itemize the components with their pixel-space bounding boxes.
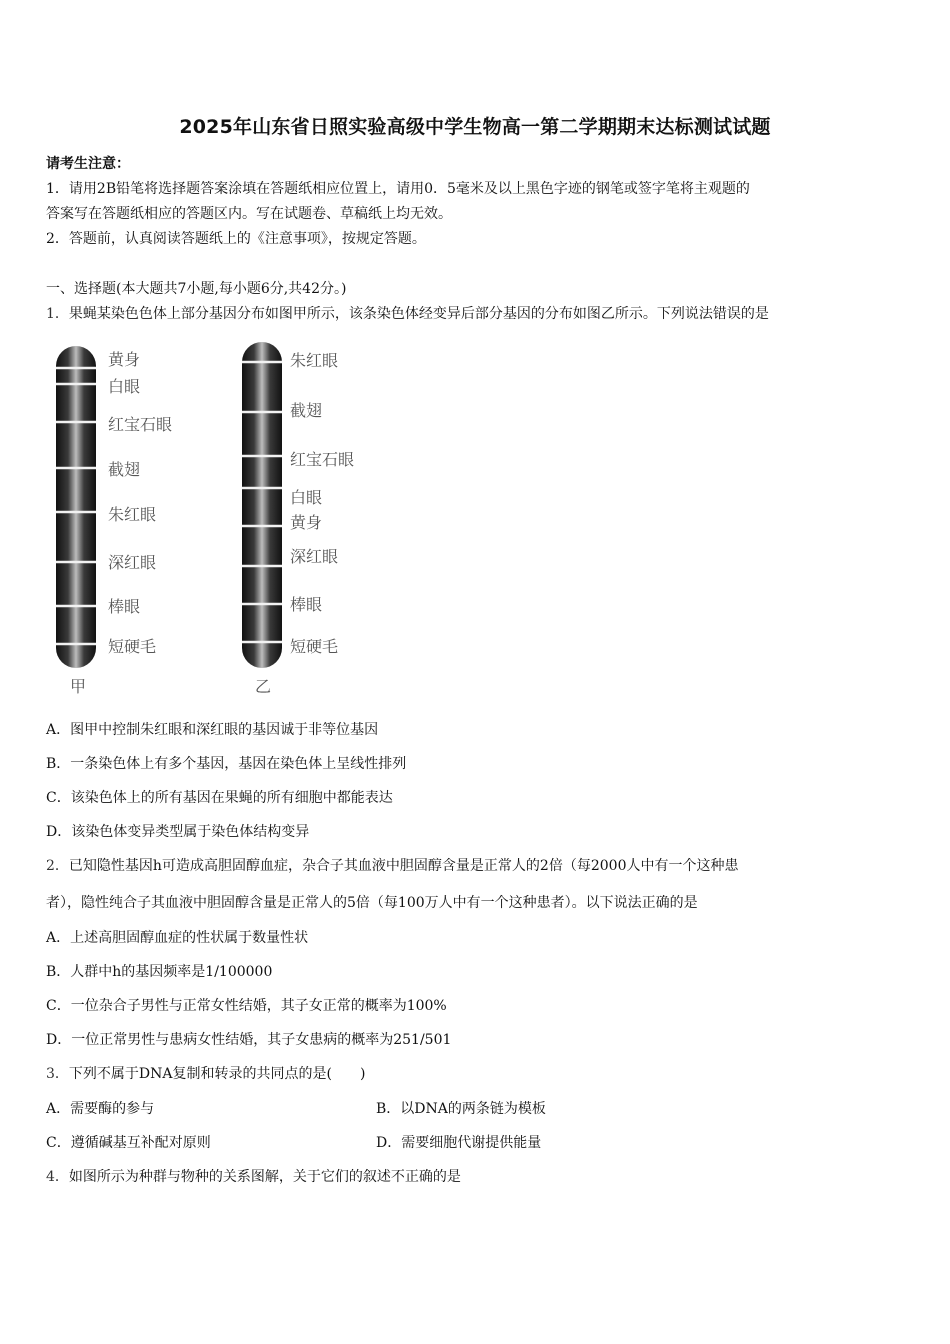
jia-gene-label: 红宝石眼 <box>108 415 173 434</box>
chromosome-jia <box>56 346 172 696</box>
yi-gene-label: 红宝石眼 <box>290 450 355 469</box>
yi-gene-label: 白眼 <box>290 488 323 507</box>
chromosome-jia-body <box>56 346 96 668</box>
jia-gene-label: 白眼 <box>108 377 141 396</box>
question-1-option-a: A．图甲中控制朱红眼和深红眼的基因诚于非等位基因 <box>46 722 379 738</box>
yi-gene-label: 深红眼 <box>290 547 339 566</box>
yi-gene-label: 截翅 <box>290 401 323 420</box>
page-title: 2025年山东省日照实验高级中学生物高一第二学期期末达标测试试题 <box>179 116 771 138</box>
yi-gene-label: 朱红眼 <box>290 351 339 370</box>
question-3-stem <box>46 1063 365 1083</box>
question-3-text: 下列不属于DNA复制和转录的共同点的是( ) <box>68 1066 366 1082</box>
jia-gene-label: 深红眼 <box>108 553 157 572</box>
question-2-number: 2． <box>46 858 69 874</box>
section-heading: 一、选择题(本大题共7小题,每小题6分,共42分。) <box>46 281 347 297</box>
notice-item-1-line-1: 1．请用2B铅笔将选择题答案涂填在答题纸相应位置上，请用0．5毫米及以上黑色字迹的钢笔或签字笔将主观题的 <box>46 181 750 197</box>
question-3-option-a: A．需要酶的参与 <box>46 1101 155 1117</box>
chromosome-figure <box>50 340 380 700</box>
question-2-option-a: A．上述高胆固醇血症的性状属于数量性状 <box>46 930 309 946</box>
question-1-option-c: C．该染色体上的所有基因在果蝇的所有细胞中都能表达 <box>46 790 393 806</box>
question-2-option-c: C．一位杂合子男性与正常女性结婚，其子女正常的概率为100% <box>46 998 447 1014</box>
question-3-option-d: D．需要细胞代谢提供能量 <box>376 1135 542 1151</box>
question-1-option-b: B．一条染色体上有多个基因，基因在染色体上呈线性排列 <box>46 756 407 772</box>
question-1-number: 1． <box>46 306 69 322</box>
question-4-stem <box>46 1166 461 1186</box>
chromosome-yi <box>242 342 354 696</box>
question-2-option-d: D．一位正常男性与患病女性结婚，其子女患病的概率为251/501 <box>46 1032 452 1048</box>
jia-gene-label: 短硬毛 <box>108 637 157 656</box>
yi-gene-label: 短硬毛 <box>290 637 339 656</box>
question-2-stem-line-1 <box>46 855 738 875</box>
question-3-option-c: C．遵循碱基互补配对原则 <box>46 1135 211 1151</box>
jia-label: 甲 <box>70 677 87 696</box>
question-4-text: 如图所示为种群与物种的关系图解，关于它们的叙述不正确的是 <box>68 1169 461 1185</box>
question-2-stem-line-2: 者），隐性纯合子其血液中胆固醇含量是正常人的5倍（每100万人中有一个这种患者）。以下说法正确的是 <box>46 895 698 911</box>
question-1-option-d: D．该染色体变异类型属于染色体结构变异 <box>46 824 310 840</box>
question-2-text-1: 已知隐性基因h可造成高胆固醇血症，杂合子其血液中胆固醇含量是正常人的2倍（每2000人中有一个这种患 <box>68 858 739 874</box>
question-3-option-b: B．以DNA的两条链为模板 <box>376 1101 546 1117</box>
notice-item-2: 2．答题前，认真阅读答题纸上的《注意事项》，按规定答题。 <box>46 231 426 247</box>
yi-gene-label: 黄身 <box>290 513 323 532</box>
question-4-number: 4． <box>46 1169 69 1185</box>
yi-label: 乙 <box>255 677 272 696</box>
jia-gene-label: 截翅 <box>108 460 141 479</box>
yi-gene-label: 棒眼 <box>290 595 323 614</box>
notice-heading: 请考生注意： <box>46 156 130 172</box>
question-1-stem <box>46 303 769 323</box>
jia-gene-label: 黄身 <box>108 350 141 369</box>
chromosome-yi-body <box>242 342 282 668</box>
question-3-number: 3． <box>46 1066 69 1082</box>
question-1-text: 果蝇某染色色体上部分基因分布如图甲所示，该条染色体经变异后部分基因的分布如图乙所示。下列说法错误的是 <box>68 306 769 322</box>
jia-gene-label: 朱红眼 <box>108 505 157 524</box>
jia-gene-label: 棒眼 <box>108 597 141 616</box>
question-2-option-b: B．人群中h的基因频率是1/100000 <box>46 964 273 980</box>
notice-item-1-line-2: 答案写在答题纸相应的答题区内。写在试题卷、草稿纸上均无效。 <box>46 206 452 222</box>
